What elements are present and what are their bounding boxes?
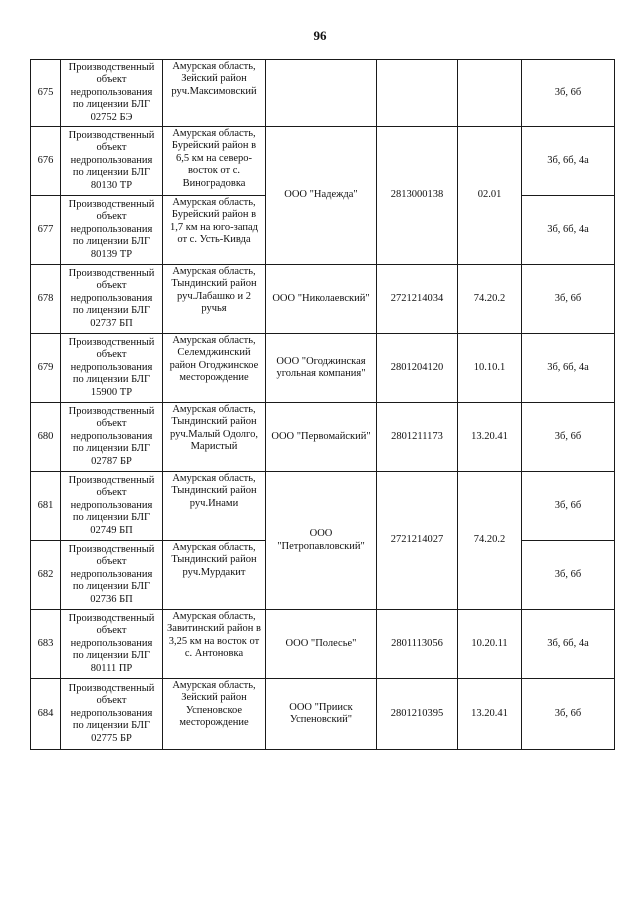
table-row — [31, 679, 615, 750]
organization-name: ООО "Прииск Успеновский" — [266, 679, 377, 750]
inn: 2801113056 — [377, 610, 458, 679]
hazard-class: 3б, 6б — [522, 679, 615, 750]
row-number: 676 — [31, 127, 61, 196]
okved: 13.20.41 — [458, 403, 522, 472]
object-name: Производственный объект недропользования по лицензии БЛГ 15900 ТР — [61, 334, 163, 403]
okved: 13.20.41 — [458, 679, 522, 750]
inn: 2813000138 — [377, 127, 458, 265]
object-address: Амурская область, Зейский район руч.Максимовский — [163, 60, 266, 127]
row-number: 680 — [31, 403, 61, 472]
object-name: Производственный объект недропользования по лицензии БЛГ 80139 ТР — [61, 196, 163, 265]
table-row — [31, 265, 615, 334]
table-row — [31, 127, 615, 196]
object-name: Производственный объект недропользования по лицензии БЛГ 02752 БЭ — [61, 60, 163, 127]
hazard-class: 3б, 6б — [522, 60, 615, 127]
row-number: 675 — [31, 60, 61, 127]
page-number: 96 — [313, 28, 327, 43]
table-row — [31, 334, 615, 403]
object-address: Амурская область, Зейский район Успеновское месторождение — [163, 679, 266, 750]
row-number: 683 — [31, 610, 61, 679]
row-number: 677 — [31, 196, 61, 265]
object-address: Амурская область, Тындинский район руч.Лабашко и 2 ручья — [163, 265, 266, 334]
object-name: Производственный объект недропользования по лицензии БЛГ 02787 БР — [61, 403, 163, 472]
hazard-class: 3б, 6б — [522, 265, 615, 334]
organization-name: ООО "Полесье" — [266, 610, 377, 679]
inn — [377, 60, 458, 127]
hazard-class: 3б, 6б — [522, 541, 615, 610]
object-name: Производственный объект недропользования по лицензии БЛГ 80111 ПР — [61, 610, 163, 679]
object-name: Производственный объект недропользования по лицензии БЛГ 02736 БП — [61, 541, 163, 610]
okved: 74.20.2 — [458, 472, 522, 610]
organization-name: ООО "Первомайский" — [266, 403, 377, 472]
object-name: Производственный объект недропользования по лицензии БЛГ 02737 БП — [61, 265, 163, 334]
okved: 74.20.2 — [458, 265, 522, 334]
hazard-class: 3б, 6б — [522, 472, 615, 541]
row-number: 682 — [31, 541, 61, 610]
row-number: 681 — [31, 472, 61, 541]
inn: 2801210395 — [377, 679, 458, 750]
object-address: Амурская область, Завитинский район в 3,25 км на восток от с. Антоновка — [163, 610, 266, 679]
hazard-class: 3б, 6б, 4а — [522, 196, 615, 265]
table-row — [31, 60, 615, 127]
inn: 2801204120 — [377, 334, 458, 403]
object-address: Амурская область, Бурейский район в 1,7 км на юго-запад от с. Усть-Кивда — [163, 196, 266, 265]
object-address: Амурская область, Бурейский район в 6,5 км на северо-восток от с. Виноградовка — [163, 127, 266, 196]
inn: 2801211173 — [377, 403, 458, 472]
inn: 2721214034 — [377, 265, 458, 334]
hazard-class: 3б, 6б, 4а — [522, 127, 615, 196]
row-number: 678 — [31, 265, 61, 334]
object-address: Амурская область, Селемджинский район Огоджинское месторождение — [163, 334, 266, 403]
object-address: Амурская область, Тындинский район руч.Инами — [163, 472, 266, 541]
inn: 2721214027 — [377, 472, 458, 610]
table-row — [31, 472, 615, 541]
registry-table — [30, 59, 615, 750]
object-address: Амурская область, Тындинский район руч.Мурдакит — [163, 541, 266, 610]
row-number: 679 — [31, 334, 61, 403]
okved — [458, 60, 522, 127]
object-address: Амурская область, Тындинский район руч.Малый Одолго, Маристый — [163, 403, 266, 472]
okved: 10.20.11 — [458, 610, 522, 679]
organization-name: ООО "Огоджинская угольная компания" — [266, 334, 377, 403]
okved: 10.10.1 — [458, 334, 522, 403]
hazard-class: 3б, 6б, 4а — [522, 334, 615, 403]
hazard-class: 3б, 6б — [522, 403, 615, 472]
organization-name: ООО "Надежда" — [266, 127, 377, 265]
organization-name: ООО "Петропавловский" — [266, 472, 377, 610]
table-row — [31, 610, 615, 679]
row-number: 684 — [31, 679, 61, 750]
object-name: Производственный объект недропользования по лицензии БЛГ 80130 ТР — [61, 127, 163, 196]
object-name: Производственный объект недропользования по лицензии БЛГ 02775 БР — [61, 679, 163, 750]
okved: 02.01 — [458, 127, 522, 265]
object-name: Производственный объект недропользования по лицензии БЛГ 02749 БП — [61, 472, 163, 541]
hazard-class: 3б, 6б, 4а — [522, 610, 615, 679]
table-row — [31, 403, 615, 472]
organization-name — [266, 60, 377, 127]
organization-name: ООО "Николаевский" — [266, 265, 377, 334]
